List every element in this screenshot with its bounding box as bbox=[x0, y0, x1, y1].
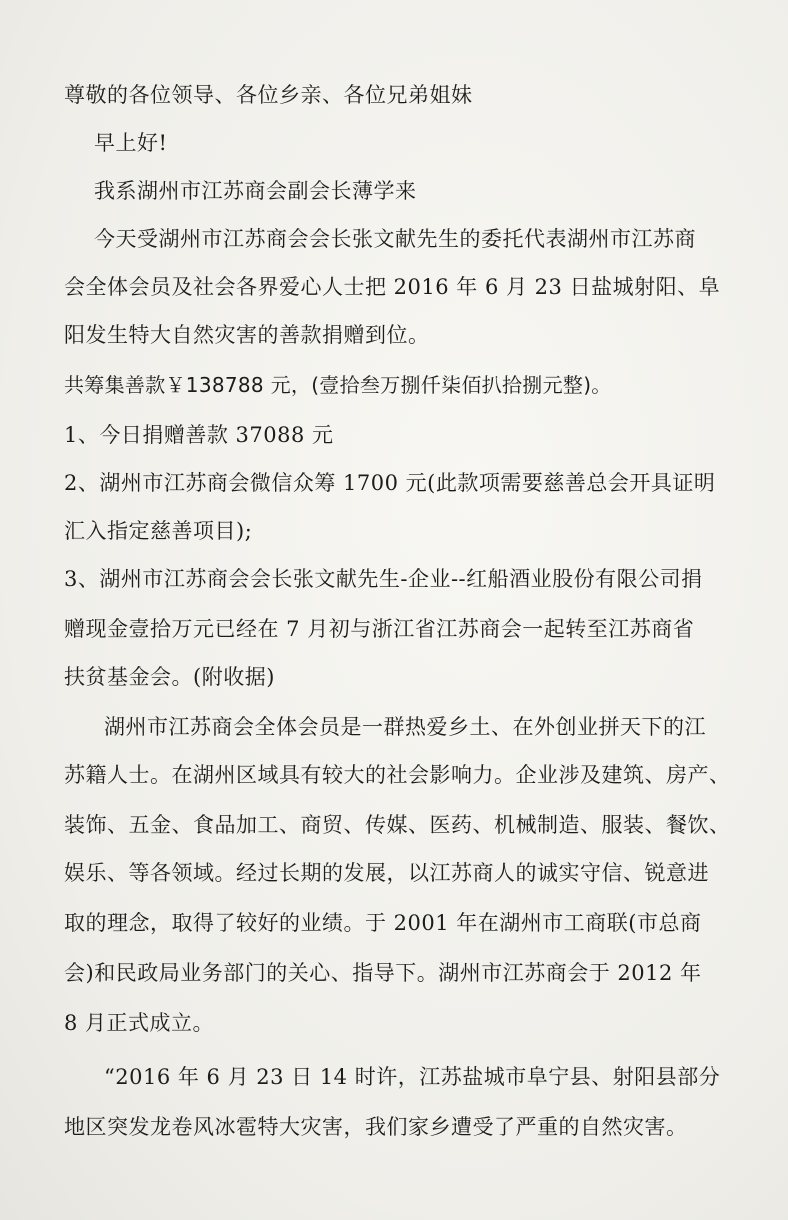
para1-line-3: 阳发生特大自然灾害的善款捐赠到位。 bbox=[64, 323, 430, 347]
para3-line-2: 地区突发龙卷风冰雹特大灾害，我们家乡遭受了严重的自然灾害。 bbox=[64, 1115, 688, 1139]
intro-line: 我系湖州市江苏商会副会长薄学来 bbox=[94, 179, 417, 203]
item-3-line-2: 赠现金壹拾万元已经在 7 月初与浙江省江苏商会一起转至江苏商省 bbox=[64, 617, 695, 641]
total-donation-line: 共筹集善款￥138788 元，(壹拾叁万捌仟柒佰扒拾捌元整)。 bbox=[64, 373, 612, 397]
item-2-line-2: 汇入指定慈善项目); bbox=[64, 519, 253, 543]
item-3-line-1: 3、湖州市江苏商会会长张文献先生-企业--红船酒业股份有限公司捐 bbox=[64, 567, 703, 591]
para2-line-2: 苏籍人士。在湖州区域具有较大的社会影响力。企业涉及建筑、房产、 bbox=[64, 763, 731, 787]
item-2-line-1: 2、湖州市江苏商会微信众筹 1700 元(此款项需要慈善总会开具证明 bbox=[64, 471, 716, 495]
para2-line-5: 取的理念，取得了较好的业绩。于 2001 年在湖州市工商联(市总商 bbox=[64, 911, 702, 935]
para2-line-1: 湖州市江苏商会全体会员是一群热爱乡土、在外创业拼天下的江 bbox=[104, 715, 706, 739]
para2-line-7: 8 月正式成立。 bbox=[64, 1011, 215, 1035]
para2-line-4: 娱乐、等各领域。经过长期的发展，以江苏商人的诚实守信、锐意进 bbox=[64, 861, 709, 885]
good-morning-line: 早上好! bbox=[94, 131, 168, 155]
para2-line-3: 装饰、五金、食品加工、商贸、传媒、医药、机械制造、服装、餐饮、 bbox=[64, 813, 731, 837]
para2-line-6: 会)和民政局业务部门的关心、指导下。湖州市江苏商会于 2012 年 bbox=[64, 961, 702, 985]
para1-line-2: 会全体会员及社会各界爱心人士把 2016 年 6 月 23 日盐城射阳、阜 bbox=[64, 275, 721, 299]
para1-line-1: 今天受湖州市江苏商会会长张文献先生的委托代表湖州市江苏商 bbox=[94, 227, 696, 251]
item-1-line-1: 1、今日捐赠善款 37088 元 bbox=[64, 423, 334, 447]
greeting-line: 尊敬的各位领导、各位乡亲、各位兄弟姐妹 bbox=[64, 83, 473, 107]
item-3-line-3: 扶贫基金会。(附收据) bbox=[64, 665, 275, 689]
para3-line-1: “2016 年 6 月 23 日 14 时许，江苏盐城市阜宁县、射阳县部分 bbox=[104, 1065, 721, 1089]
